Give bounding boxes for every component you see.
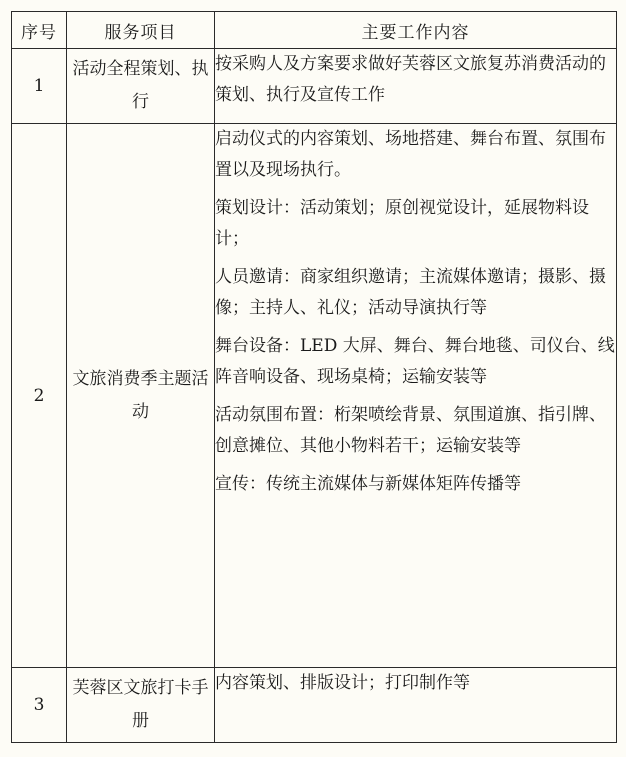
- work-content-paragraph: 活动氛围布置：桁架喷绘背景、氛围道旗、指引牌、创意摊位、其他小物料若干；运输安装等: [215, 405, 606, 456]
- work-content-cell: [215, 668, 617, 743]
- work-content-paragraph: 按采购人及方案要求做好芙蓉区文旅复苏消费活动的策划、执行及宣传工作: [215, 54, 606, 105]
- work-content-cell: [215, 49, 617, 124]
- table-row: [12, 668, 617, 743]
- header-main-work: 主要工作内容: [215, 12, 617, 49]
- table-row: [12, 124, 617, 668]
- service-item-cell: 芙蓉区文旅打卡手册: [67, 668, 215, 743]
- service-item-cell: 活动全程策划、执行: [67, 49, 215, 124]
- work-content-paragraph: 策划设计：活动策划；原创视觉设计，延展物料设计；: [215, 198, 589, 249]
- service-table: [11, 11, 617, 743]
- header-number: 序号: [12, 12, 67, 49]
- header-service-item: 服务项目: [67, 12, 215, 49]
- table-header-row: [12, 12, 617, 49]
- row-number: 3: [12, 668, 67, 743]
- service-item-cell: 文旅消费季主题活动: [67, 124, 215, 668]
- row-number: 2: [12, 124, 67, 668]
- row-number: 1: [12, 49, 67, 124]
- work-content-cell: [215, 124, 617, 668]
- work-content-paragraph: 人员邀请：商家组织邀请；主流媒体邀请；摄影、摄像；主持人、礼仪；活动导演执行等: [215, 267, 606, 318]
- work-content-paragraph: 内容策划、排版设计；打印制作等: [215, 673, 470, 693]
- work-content-paragraph: 启动仪式的内容策划、场地搭建、舞台布置、氛围布置以及现场执行。: [215, 129, 606, 180]
- work-content-paragraph: 舞台设备：LED 大屏、舞台、舞台地毯、司仪台、线阵音响设备、现场桌椅；运输安装等: [215, 336, 615, 387]
- work-content-paragraph: 宣传：传统主流媒体与新媒体矩阵传播等: [215, 474, 521, 494]
- table-row: [12, 49, 617, 124]
